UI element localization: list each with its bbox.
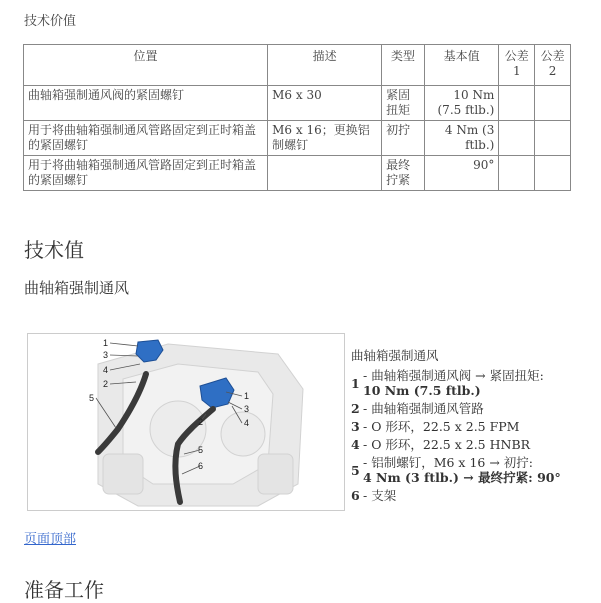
cell-tol1 [499,86,535,121]
legend-text: - O 形环，22.5 x 2.5 FPM [363,419,520,434]
table-row [24,121,571,156]
table-row [24,156,571,191]
legend-num: 4 [351,437,360,452]
cell-type: 最终拧紧 [382,156,425,191]
legend-num: 5 [351,462,360,478]
callout-label: 1 [103,338,109,348]
cell-position: 曲轴箱强制通风阀的紧固螺钉 [24,86,268,121]
callout-label: 2 [103,379,109,389]
cell-base: 90° [424,156,499,191]
legend-item [351,401,591,416]
callout-label: 4 [244,418,250,428]
page-small-title: 技术价值 [24,14,77,29]
spec-table [23,44,571,191]
cell-position: 用于将曲轴箱强制通风管路固定到正时箱盖的紧固螺钉 [24,121,268,156]
cell-description: M6 x 30 [268,86,382,121]
section-subtitle: 曲轴箱强制通风 [24,279,130,297]
header-tol1: 公差 1 [499,45,535,86]
cell-type: 紧固扭矩 [382,86,425,121]
legend-text: - 曲轴箱强制通风阀 → 紧固扭矩: [363,368,544,383]
legend-item [351,488,591,503]
callout-label: 6 [198,461,204,471]
callout-label: 3 [244,404,250,414]
cell-tol2 [535,86,571,121]
header-tol2: 公差 2 [535,45,571,86]
cell-tol2 [535,121,571,156]
cell-tol2 [535,156,571,191]
legend-bold: 4 Nm (3 ftlb.) → 最终拧紧: 90° [363,470,561,485]
next-section-title: 准备工作 [24,578,104,602]
table-header-row [24,45,571,86]
legend-text-wrap [363,368,544,398]
legend-num: 3 [351,419,360,434]
legend-num: 2 [351,401,360,416]
legend-item [351,419,591,434]
callout-label: 5 [198,445,204,455]
cell-description [268,156,382,191]
legend-bold: 10 Nm (7.5 ftlb.) [363,383,481,398]
callout-label: 1 [244,391,250,401]
legend-text: - O 形环，22.5 x 2.5 HNBR [363,437,531,452]
callout-label: 3 [103,350,109,360]
table-row [24,86,571,121]
callout-label: 5 [89,393,95,403]
callout-label: 4 [103,365,109,375]
legend-num: 1 [351,375,360,391]
legend-text: - 支架 [363,488,397,503]
cell-base: 10 Nm (7.5 ftlb.) [424,86,499,121]
back-to-top-link[interactable]: 页面顶部 [24,532,77,547]
legend-item [351,437,591,452]
legend-num: 6 [351,488,360,503]
header-type: 类型 [382,45,425,86]
header-description: 描述 [268,45,382,86]
legend-text-wrap [363,455,561,485]
cell-description: M6 x 16；更换铝制螺钉 [268,121,382,156]
legend-item [351,368,591,398]
cell-position: 用于将曲轴箱强制通风管路固定到正时箱盖的紧固螺钉 [24,156,268,191]
engine-illustration [28,334,344,510]
section-title: 技术值 [24,238,84,262]
header-base: 基本值 [424,45,499,86]
engine-figure [27,333,345,511]
legend-text: - 铝制螺钉，M6 x 16 → 初拧: [363,455,533,470]
callout-label: 2 [198,417,204,427]
figure-legend [351,346,591,506]
cell-tol1 [499,156,535,191]
cell-type: 初拧 [382,121,425,156]
cell-tol1 [499,121,535,156]
header-position: 位置 [24,45,268,86]
legend-item [351,455,591,485]
cell-base: 4 Nm (3 ftlb.) [424,121,499,156]
legend-text: - 曲轴箱强制通风管路 [363,401,484,416]
legend-caption: 曲轴箱强制通风 [351,348,439,363]
